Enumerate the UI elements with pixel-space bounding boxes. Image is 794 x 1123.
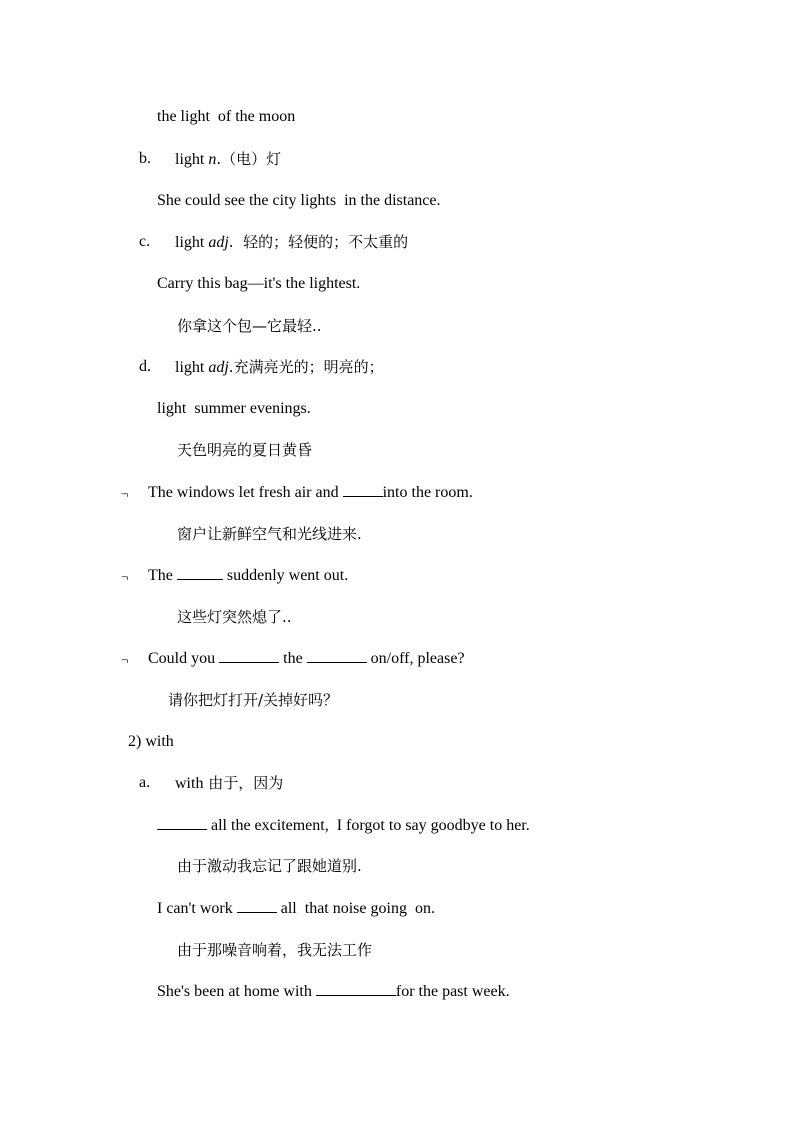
- exercise-4: [157, 815, 530, 836]
- sense-a-entry: [175, 773, 283, 794]
- exercise-1-translation: 窗户让新鲜空气和光线进来.: [177, 525, 362, 543]
- sense-c-entry: [175, 232, 408, 253]
- answer-blank: [237, 898, 277, 913]
- section-heading-with: 2) with: [128, 733, 174, 750]
- headword: light: [175, 151, 205, 168]
- exercise-5: [157, 898, 435, 919]
- exercise-text: The: [148, 567, 177, 584]
- exercise-text: all the excitement, I forgot to say goodbye to her.: [207, 817, 530, 834]
- answer-blank: [316, 981, 396, 996]
- bullet-marker: ¬: [121, 486, 129, 501]
- part-of-speech: adj: [208, 359, 229, 376]
- sense-c-example: Carry this bag—it's the lightest.: [157, 275, 361, 292]
- answer-blank: [219, 648, 279, 663]
- sense-b-label: b.: [139, 150, 151, 167]
- exercise-2: [148, 565, 348, 586]
- headword: light: [175, 234, 205, 251]
- exercise-text: into the room.: [382, 484, 473, 501]
- exercise-text: I can't work: [157, 900, 237, 917]
- bullet-marker: ¬: [121, 652, 129, 667]
- exercise-text: The windows let fresh air and: [148, 484, 343, 501]
- sense-a-label: a.: [139, 774, 151, 791]
- exercise-3: [148, 648, 465, 669]
- definition: 由于，因为: [203, 774, 284, 792]
- sense-d-entry: [175, 357, 384, 378]
- answer-blank: [307, 648, 367, 663]
- exercise-6: [157, 981, 510, 1002]
- answer-blank: [343, 482, 383, 497]
- definition: .（电）灯: [216, 150, 282, 168]
- sense-b-example: She could see the city lights in the distance.: [157, 192, 441, 209]
- definition: . 轻的；轻便的；不太重的: [228, 233, 409, 251]
- sense-d-label: d.: [139, 358, 151, 375]
- sense-b-entry: [175, 149, 281, 170]
- sense-d-translation: 天色明亮的夏日黄昏: [177, 441, 313, 459]
- exercise-text: all that noise going on.: [276, 900, 435, 917]
- sense-c-label: c.: [139, 233, 151, 250]
- exercise-4-translation: 由于激动我忘记了跟她道别.: [177, 857, 362, 875]
- exercise-3-translation: 请你把灯打开/关掉好吗？: [168, 691, 339, 709]
- exercise-5-translation: 由于那噪音响着，我无法工作: [177, 941, 373, 959]
- exercise-text: the: [279, 650, 307, 667]
- exercise-text: Could you: [148, 650, 220, 667]
- exercise-1: [148, 482, 473, 503]
- sense-c-translation: 你拿这个包—它最轻..: [177, 317, 322, 335]
- part-of-speech: adj: [208, 234, 229, 251]
- answer-blank: [177, 565, 223, 580]
- exercise-text: for the past week.: [395, 983, 510, 1000]
- part-of-speech: n: [208, 151, 217, 168]
- answer-blank: [157, 815, 207, 830]
- exercise-text: suddenly went out.: [222, 567, 349, 584]
- exercise-text: She's been at home with: [157, 983, 316, 1000]
- exercise-text: on/off, please?: [366, 650, 465, 667]
- example-moonlight: the light of the moon: [157, 108, 296, 125]
- definition: .充满亮光的；明亮的；: [228, 358, 384, 376]
- headword: light: [175, 359, 205, 376]
- bullet-marker: ¬: [121, 569, 129, 584]
- sense-d-example: light summer evenings.: [157, 400, 311, 417]
- exercise-2-translation: 这些灯突然熄了..: [177, 608, 292, 626]
- headword: with: [175, 775, 204, 792]
